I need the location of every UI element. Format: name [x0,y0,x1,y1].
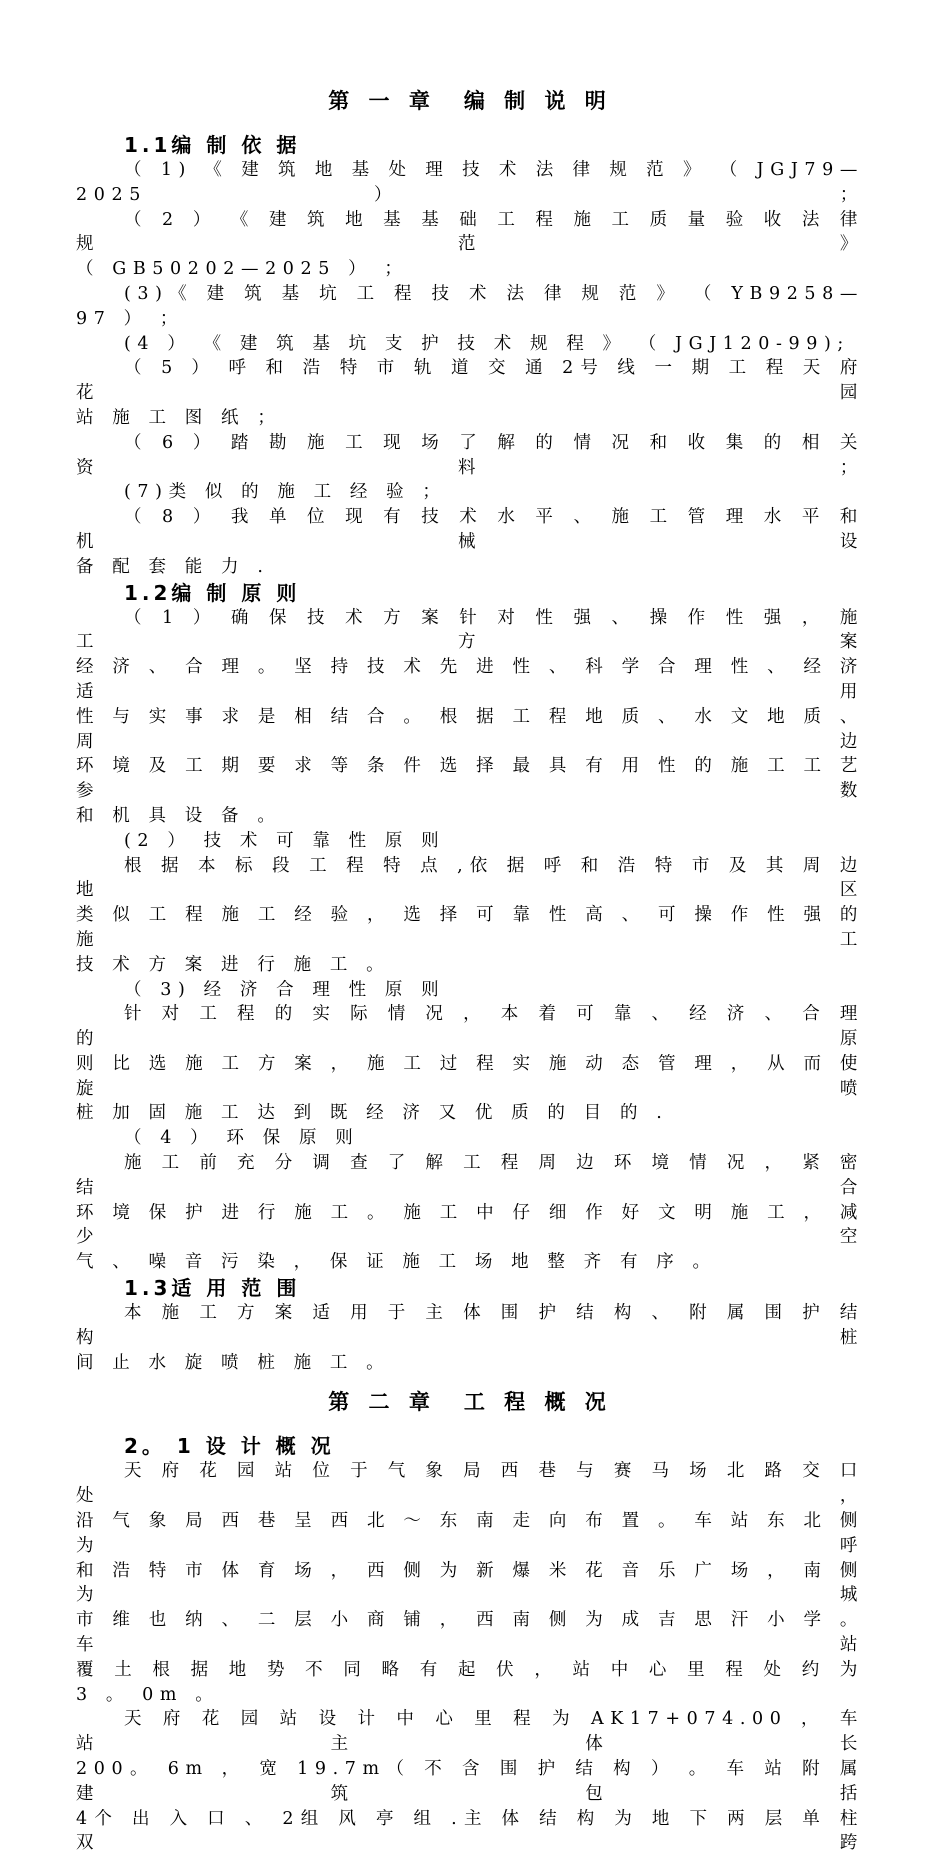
chapter-2-name: 工 程 概 况 [463,1390,612,1415]
basis-item-8: （ 8 ） 我 单 位 现 有 技 术 水 平 、 施 工 管 理 水 平 和 机 械 设 [76,507,864,552]
basis-item-2-cont: （ GB50202—2025 ） ； [76,259,409,280]
basis-item-5: （ 5 ） 呼 和 浩 特 市 轨 道 交 通 2号 线 一 期 工 程 天 府 花 园 [76,358,864,404]
principle-line: 类 似 工 程 施 工 经 验 ， 选 择 可 靠 性 高 、 可 操 作 性 强 的 施 工 [76,905,864,950]
principle-line: 则 比 选 施 工 方 案 ， 施 工 过 程 实 施 动 态 管 理 ， 从 而 使 旋 喷 [76,1053,864,1099]
principle-line: 桩 加 固 施 工 达 到 既 经 济 又 优 质 的 目 的 . [76,1103,669,1124]
chapter-1-number: 第 一 章 [328,89,436,113]
chapter-2-number: 第 二 章 [328,1390,436,1415]
overview-line: 天 府 花 园 站 设 计 中 心 里 程 为 AK17+074.00 ， 车 站 主 体 长 [76,1709,864,1755]
basis-item-5-cont: 站 施 工 图 纸 ； [76,407,282,428]
overview-line: 3 。 0m 。 [76,1684,220,1705]
principle-line: （ 1 ） 确 保 技 术 方 案 针 对 性 强 、 操 作 性 强 ， 施 工 方 案 [76,607,864,653]
basis-item-3: (3)《 建 筑 基 坑 工 程 技 术 法 律 规 范 》 （ YB9258—97 ） ； [76,283,864,329]
overview-line: 市 维 也 纳 、 二 层 小 商 铺 ， 西 南 侧 为 成 吉 思 汗 小 学 。 车 站 [76,1610,864,1656]
principle-line: 环 境 及 工 期 要 求 等 条 件 选 择 最 具 有 用 性 的 施 工 工 艺 参 数 [76,756,864,802]
principle-line: 施 工 前 充 分 调 查 了 解 工 程 周 边 环 境 情 况 ， 紧 密 结 合 [76,1153,864,1198]
overview-line: 覆 土 根 据 地 势 不 同 略 有 起 伏 ， 站 中 心 里 程 处 约 为 [76,1659,864,1680]
principle-line: 根 据 本 标 段 工 程 特 点 ,依 据 呼 和 浩 特 市 及 其 周 边 地 区 [76,855,864,901]
scope-line: 间 止 水 旋 喷 桩 施 工 。 [76,1352,391,1373]
principle-line: 和 机 具 设 备 。 [76,805,282,826]
principle-line: 针 对 工 程 的 实 际 情 况 ， 本 着 可 靠 、 经 济 、 合 理 的 原 [76,1004,864,1050]
chapter-1-title [76,84,864,118]
overview-line: 和 浩 特 市 体 育 场 ， 西 侧 为 新 爆 米 花 音 乐 广 场 ， 南 侧 为 城 [76,1560,864,1606]
overview-line: 沿 气 象 局 西 巷 呈 西 北 ～ 东 南 走 向 布 置 。 车 站 东 北 侧 为 呼 [76,1511,864,1556]
section-2-1-heading: 2。 1 设 计 概 况 [124,1434,335,1459]
basis-item-7: (7)类 似 的 施 工 经 验 ； [124,482,447,503]
overview-line: 200。 6m ， 宽 19.7m（ 不 含 围 护 结 构 ） 。 车 站 附 属 建 筑 包 括 [76,1759,864,1804]
chapter-1-name: 编 制 说 明 [463,89,612,113]
section-1-1-heading: 1.1编 制 依 据 [124,133,301,157]
principle-subheading: （ 3) 经 济 合 理 性 原 则 [124,979,446,1000]
overview-line: 天 府 花 园 站 位 于 气 象 局 西 巷 与 赛 马 场 北 路 交 口 处 ， [76,1461,864,1507]
basis-item-4: (4 ） 《 建 筑 基 坑 支 护 技 术 规 程 》 （ JGJ120-99); [124,333,850,354]
principle-subheading: （ 4 ） 环 保 原 则 [124,1128,360,1149]
basis-item-1: （ 1) 《 建 筑 地 基 处 理 技 术 法 律 规 范 》 （ JGJ79—2025 ） ； [76,160,864,205]
basis-item-6: （ 6 ） 踏 勘 施 工 现 场 了 解 的 情 况 和 收 集 的 相 关 资 料 ； [76,432,864,478]
chapter-2-title [76,1385,864,1419]
principle-line: 环 境 保 护 进 行 施 工 。 施 工 中 仔 细 作 好 文 明 施 工 ， 减 少 空 [76,1202,864,1248]
basis-item-8-cont: 备 配 套 能 力 . [76,556,270,577]
section-1-3-heading: 1.3适 用 范 围 [124,1276,301,1301]
basis-item-2: （ 2 ） 《 建 筑 地 基 基 础 工 程 施 工 质 量 验 收 法 律 规 范 》 [76,209,864,255]
scope-line: 本 施 工 方 案 适 用 于 主 体 围 护 结 构 、 附 属 围 护 结 构 桩 [76,1303,864,1348]
principle-line: 气 、 噪 音 污 染 ， 保 证 施 工 场 地 整 齐 有 序 。 [76,1252,717,1273]
principle-line: 经 济 、 合 理 。 坚 持 技 术 先 进 性 、 科 学 合 理 性 、 经 济 适 用 [76,657,864,702]
section-1-2-heading: 1.2编 制 原 则 [124,580,301,605]
principle-line: 技 术 方 案 进 行 施 工 。 [76,954,391,975]
principle-line: 性 与 实 事 求 是 相 结 合 。 根 据 工 程 地 质 、 水 文 地 质 、 周 边 [76,706,864,752]
principle-subheading: (2 ） 技 术 可 靠 性 原 则 [124,830,446,851]
overview-line: 4个 出 入 口 、 2组 风 亭 组 .主 体 结 构 为 地 下 两 层 单 柱 双 跨 [76,1808,864,1854]
